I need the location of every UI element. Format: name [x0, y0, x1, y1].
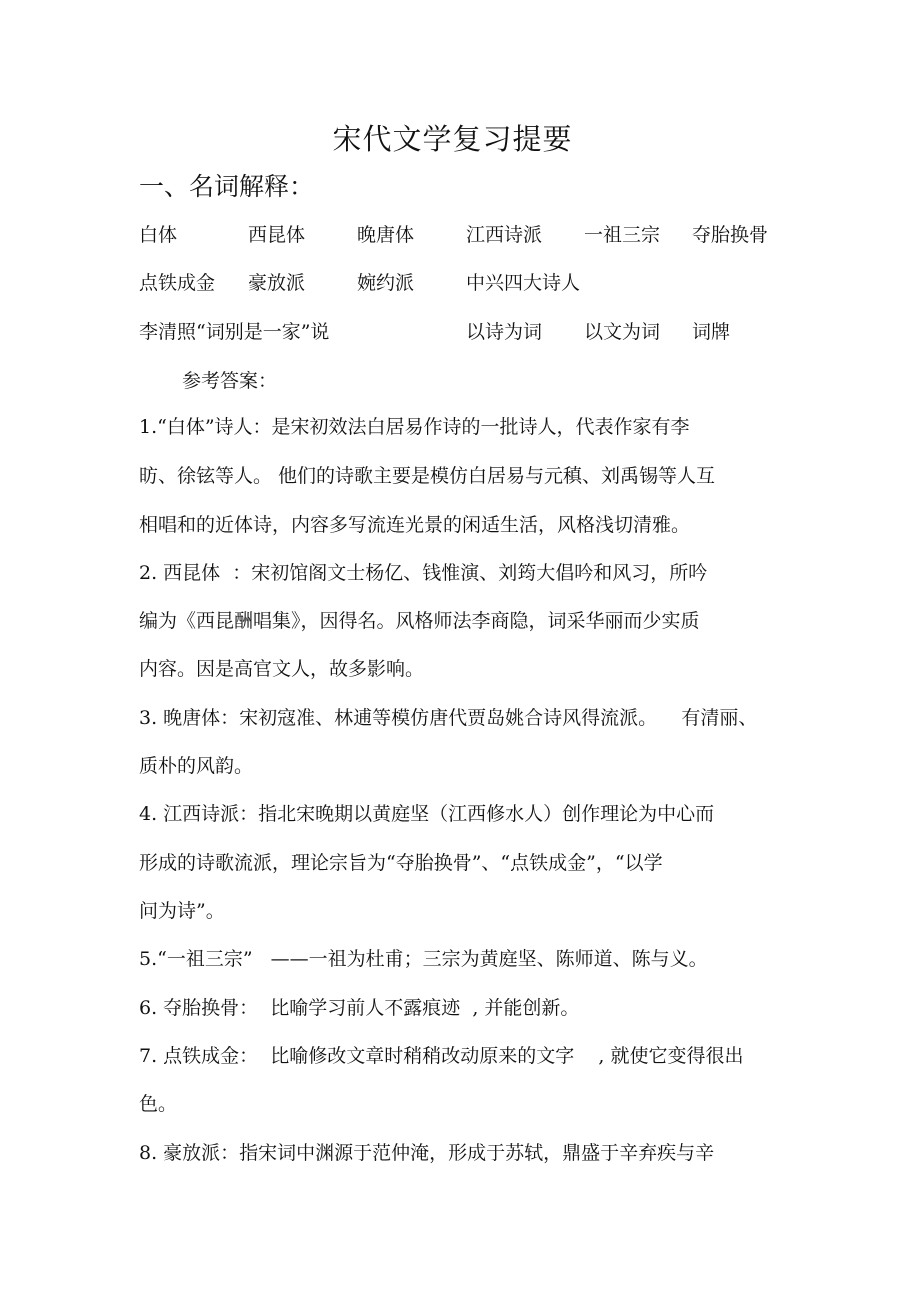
term-item: 词牌 [692, 321, 731, 343]
answer-line: 编为《西昆酬唱集》，因得名。风格师法李商隐，词采华丽而少实质 [139, 610, 700, 632]
document-title: 宋代文学复习提要 [332, 122, 573, 156]
answer-line: 昉、徐铉等人。 他们的诗歌主要是模仿白居易与元稹、刘禹锡等人互 [139, 465, 716, 487]
answer-line: 内容。因是高官文人，故多影响。 [139, 658, 425, 680]
answer-line: 色。 [139, 1093, 178, 1115]
term-item: 婉约派 [357, 272, 415, 294]
answer-line: 2. 西昆体 ：宋初馆阁文士杨亿、钱惟演、刘筠大倡吟和风习，所吟 [139, 562, 708, 584]
answer-line: 形成的诗歌流派，理论宗旨为“夺胎换骨”、“点铁成金”，“以学 [139, 852, 663, 874]
answer-line: 5.“一祖三宗” ——一祖为杜甫；三宗为黄庭坚、陈师道、陈与义。 [139, 948, 708, 970]
term-item: 西昆体 [248, 224, 306, 246]
term-item: 白体 [139, 224, 178, 246]
section-heading: 一、名词解释： [139, 172, 315, 201]
answer-line: 3. 晚唐体：宋初寇准、林逋等模仿唐代贾岛姚合诗风得流派。 有清丽、 [139, 707, 758, 729]
term-item: 以文为词 [584, 321, 661, 343]
term-item: 豪放派 [248, 272, 306, 294]
answer-line: 4. 江西诗派：指北宋晚期以黄庭坚（江西修水人）创作理论为中心而 [139, 803, 715, 825]
answer-line: 8. 豪放派：指宋词中渊源于范仲淹，形成于苏轼，鼎盛于辛弃疾与辛 [139, 1142, 715, 1164]
term-item: 李清照“词别是一家”说 [139, 321, 330, 343]
answer-line: 7. 点铁成金： 比喻修改文章时稍稍改动原来的文字 , 就使它变得很出 [139, 1045, 744, 1067]
term-item: 中兴四大诗人 [466, 272, 581, 294]
term-item: 点铁成金 [139, 272, 216, 294]
term-item: 夺胎换骨 [692, 224, 769, 246]
reference-answer-label: 参考答案： [182, 370, 278, 392]
answer-line: 问为诗”。 [139, 900, 225, 922]
term-item: 以诗为词 [466, 321, 543, 343]
answer-line: 质朴的风韵。 [139, 755, 254, 777]
term-item: 晚唐体 [357, 224, 415, 246]
answer-line: 相唱和的近体诗，内容多写流连光景的闲适生活，风格浅切清雅。 [139, 514, 691, 536]
term-item: 江西诗派 [466, 224, 543, 246]
answer-line: 1.“白体”诗人：是宋初效法白居易作诗的一批诗人，代表作家有李 [139, 416, 690, 438]
term-item: 一祖三宗 [584, 224, 661, 246]
answer-line: 6. 夺胎换骨： 比喻学习前人不露痕迹 , 并能创新。 [139, 997, 580, 1019]
